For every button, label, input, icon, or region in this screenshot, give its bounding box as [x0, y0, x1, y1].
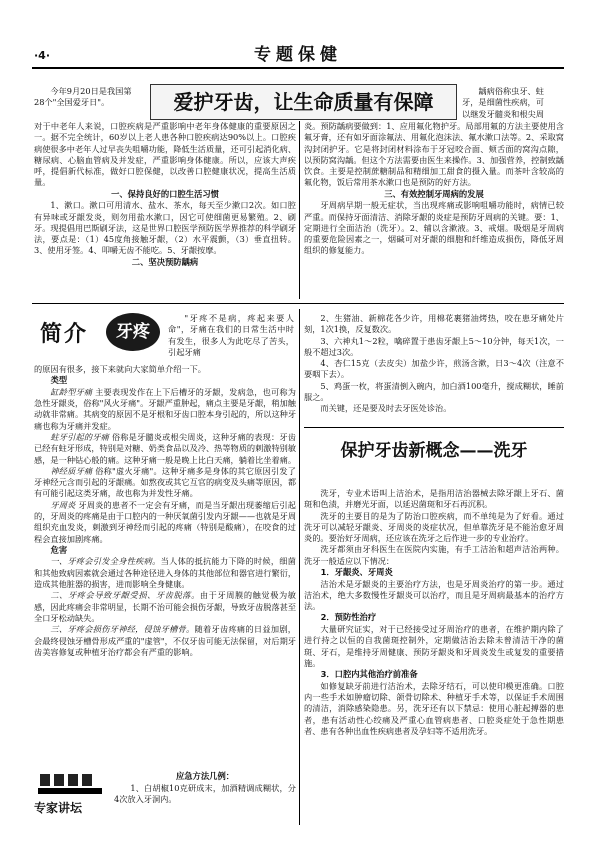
header-rule	[32, 67, 564, 69]
article1-heading-2: 二、坚决预防龋病	[131, 256, 199, 267]
article2-harm-3	[34, 624, 296, 658]
harm-text: 当人体的抵抗能力下降的时候，细菌和其他致病因素就会通过各种途径进入身体的其他部位和器官进行繁衍，造成其他脏器的损害，进而影响全身健康。	[34, 556, 297, 590]
harm-text: 随着牙齿疼痛的日益加剧，会最终侵蚀牙槽骨形成严重的"虚管"，不仅牙齿可能无法保留，对后期牙齿美容修复或种植牙治疗都会有严重的影响。	[34, 624, 296, 657]
article2-type-2	[34, 432, 296, 466]
type-term: 神经质牙痛	[50, 465, 93, 476]
article3-body	[304, 488, 564, 737]
column-divider-2	[299, 309, 300, 825]
type-text: 主要表现发作在上下后槽牙的牙龈，发病急，也可称为急性牙龈炎，俗称"风火牙痛"。牙龈严重肿起，痛点主要是牙龈，稍加触动就非常痛。其病变的原因不是牙根和牙齿口腔本身引起的，所以这种牙痛也称为牙痛并发症。	[34, 386, 297, 431]
page-number: ·4·	[34, 49, 51, 62]
intro-line: 28个"全国爱牙日"。	[34, 97, 110, 108]
article3-paragraph-1: 洗牙，专业术语叫上洁治术，是指用洁治器械去除牙龈上牙石、菌斑和色渍，并磨光牙面，以延迟菌斑和牙石再沉积。	[304, 488, 564, 510]
remedy-item: 4、杏仁15克（去皮尖）加盐少许，煎汤含漱，日3～4次（注意不要咽下去）。	[304, 358, 564, 380]
article1-intro-left	[34, 86, 154, 109]
type-term: 牙周炎	[50, 499, 76, 510]
article1-body: 对于中老年人来说，口腔疾病是严重影响中老年身体健康的重要原因之一。据不完全统计，60岁以上老人患各种口腔疾病达90%以上。口腔疾病使很多中老年人过早丧失咀嚼功能，降低生活质量，还可引起消化病、糖尿病、心脑血管病及并发症，严重影响身体健康。所以，应该大声疾呼，提倡新代标准，做好口腔保健，以改善口腔健康状况，提高生活质量。	[34, 121, 297, 188]
remedy-item: 3、六神丸1～2粒，噙碎置于患齿牙龈上5～10分钟，每天1次，一般不超过3次。	[304, 335, 564, 357]
article2-remedy-left	[114, 771, 296, 805]
article2-harm-heading: 危害	[50, 544, 68, 555]
article2-title-badge: 牙疼	[106, 313, 160, 351]
remedy-item: 而关键，还是要及时去牙医处诊治。	[320, 403, 452, 414]
harm-text: 由于牙周膜的触觉极为敏感，因此疼痛会非常明显，长期不治可能会损伤牙龈，导致牙齿脱落甚至全口牙松动缺失。	[34, 590, 297, 623]
intro-line: 龋病俗称虫牙、蛀	[478, 86, 544, 96]
type-term: 缸龄型牙痛	[50, 386, 93, 397]
harm-term: 三、牙疼会损伤牙神经，侵蚀牙槽骨。	[50, 624, 195, 635]
article2-harm-1	[34, 556, 296, 590]
article3-section-3: 如修复缺牙前进行洁治术，去除牙结石，可以使印模更准确。口腔内一些手术如肿瘤切除、颌骨切除术、种植牙手术等，以保证手术周围的清洁，消除感染隐患。另，洗牙还有以下禁忌：使用心脏起搏器的患者，患有活动性心绞痛及严重心血管病患者、口腔炎症处于急性期患者、患有各种出血性疾病患者及孕妇等不适用洗牙。	[304, 680, 564, 736]
article3-paragraph-3: 洗牙都须由牙科医生在医院内实施，有手工洁治和超声洁治两种。洗牙一般适应以下情况：	[304, 544, 564, 566]
article2-remedy-1: 1、白胡椒10克研成末，加酒精调成糊状，分4次放入牙洞内。	[114, 782, 296, 804]
article3-section-2: 大量研究证实，对于已经接受过牙周治疗的患者，在维护期内除了进行持之以恒的自我菌斑控制外，定期做洁治去除未曾清洁干净的菌斑、牙石，是维持牙周健康、预防牙龈炎和牙周炎发生或复发的重要措施。	[304, 623, 564, 668]
type-text: 俗称"虚火牙痛"。这种牙痛多是身体的其它原因引发了牙神经元含而引起的牙龈痛。如熬夜或其它互官的病变及头痛等原因，都有可能引起这类牙痛，故也称为并发性牙痛。	[34, 465, 297, 499]
article2-remedy-heading: 应急方法几例：	[175, 771, 235, 781]
article1-headline-box	[150, 84, 457, 120]
article3-section-1: 洁治术是牙龈炎的主要治疗方法，也是牙周炎治疗的第一步。通过洁治术，绝大多数慢性牙龈炎可以治疗，而且是牙周病最基本的治疗方法。	[304, 578, 564, 612]
article3-top-rule	[304, 427, 564, 428]
article3-heading-3: 3．口腔内其他治疗前准备	[320, 669, 418, 680]
type-text: 俗称是牙髓炎或根尖周炎，这种牙痛的表现：牙齿已经有蛀牙形成，特别是对糖、奶类食品以及冷、热等物质的刺激特别敏感，是一种钻心般的痛。这种牙痛一般是晚上比白天痛，躺着比坐着痛。	[34, 431, 297, 465]
article2-left-column	[34, 364, 296, 658]
type-text: 牙周炎的患者不一定会有牙痛，而是当牙龈出现萎缩后引起的，牙周炎的疼痛是由于口腔内的一种厌氧菌引发内牙龈——也就是牙周组织充血发炎，刺激到牙神经而引起的疼痛（特别是酸痛），在咬食的过程会直接加剧疼痛。	[34, 499, 297, 544]
article2-type-heading: 类型	[50, 375, 68, 386]
article1-right-intro	[462, 86, 564, 120]
article2-intro: 的原因有很多，接下来就向大家简单介绍一下。	[34, 364, 206, 374]
article3-heading-2: 2．预防性治疗	[320, 612, 377, 623]
article1-heading-3: 三、有效控制牙周病的发展	[384, 188, 484, 199]
expert-podium-icon	[38, 770, 108, 798]
harm-term: 二、牙疼会导致牙龈受损、牙齿脱落。	[50, 590, 200, 601]
article1-section-1: 1、漱口。漱口可用清水、盐水、茶水，每天至少漱口2次。如口腔有异味或牙龈发炎，则勿用盐水漱口，因它可使细菌更易繁殖。2、刷牙。现提倡用巴斯刷牙法，这是世界口腔医学预防医学界推荐的科学刷牙法，要点是：（1）45度角接触牙龈，（2）水平震颤，（3）垂直扭转。3、使用牙签。4、叩嚼无齿不能吃。5、牙龈按摩。	[34, 200, 297, 256]
article2-intro-right: "牙疼不是病，疼起来要人命"，牙痛在我们的日常生活中时有发生，很多人为此吃尽了苦头，引起牙痛	[168, 313, 294, 357]
article2-title	[40, 309, 170, 357]
article3-heading-1: 1．牙龈炎、牙周炎	[320, 567, 393, 578]
article2-type-4	[34, 500, 296, 545]
expert-label: 专家讲坛	[34, 801, 83, 815]
intro-line: 牙，是细菌性疾病，可	[462, 97, 544, 108]
harm-term: 一、牙疼会引发全身性疾病。	[50, 556, 161, 567]
article1-right-column	[304, 121, 564, 257]
intro-line: 以继发牙髓炎和根尖周	[462, 108, 544, 119]
article1-right-body: 炎。预防龋病要做到：1、应用氟化物护牙。局部用氟的方法主要使用含氟牙膏，还有如牙面涂氟法、用氟化泡沫法、氟水漱口法等。2、采取窝沟封闭护牙。它是将封闭材料涂布于牙冠咬合面、颊舌面的窝沟点隙，以预防窝沟龋。但这个方法需要由医生来操作。3、加强营养，控制致龋饮食。主要是控制蔗糖制品和精细加工甜食的摄入量。而茶叶含较高的氟化物，饭后常用茶水漱口也是预防的好方法。	[304, 121, 564, 188]
article2-title-label: 简介	[40, 322, 89, 347]
article2-type-3	[34, 466, 296, 500]
expert-badge	[34, 770, 110, 820]
section-title: 专题保健	[254, 45, 342, 65]
article1-headline: 爱护牙齿，让生命质量有保障	[173, 90, 434, 114]
type-term: 蛀牙引起的牙痛	[50, 431, 110, 442]
article1-left-column	[34, 121, 296, 268]
article3-headline: 保护牙齿新概念——洗牙	[340, 441, 528, 461]
column-divider	[299, 121, 300, 299]
article1-section-3: 牙周病早期一般无症状，当出现疼痛或影响咀嚼功能时，病情已较严重。而保持牙面清洁、消除牙龈的炎症是预防牙周病的关键。要：1、定期进行全面洁治（洗牙）。2、辅以含漱液。3、戒烟。吸烟是牙周病的重要危险因素之一，烟碱可对牙龈的细胞和纤维造成损伤，降低牙周组织的修复能力。	[304, 200, 564, 256]
article2-right-list	[304, 313, 564, 415]
article1-bottom-rule	[32, 303, 564, 304]
remedy-item: 2、生猪油、新棉花各少许，用棉花裹猪油烤热，咬在患牙痛处片刻，1次1换，反复数次。	[304, 313, 564, 335]
remedy-item: 5、鸡蛋一枚，将蛋清倒入碗内，加白酒100毫升，搅成糊状，睡前服之。	[304, 380, 564, 403]
article1-heading-1: 一、保持良好的口腔生活习惯	[111, 188, 219, 199]
article3-paragraph-2: 洗牙的主要目的是为了防治口腔疾病，而不单纯是为了好看。通过洗牙可以减轻牙龈炎、牙周炎的炎症状况，但单靠洗牙是不能治愈牙周炎的。要治好牙周病，还应该在洗牙之后作进一步的专业治疗。	[304, 510, 564, 544]
article2-type-1	[34, 387, 296, 432]
article2-harm-2	[34, 590, 296, 624]
intro-line: 今年9月20日是我国第	[50, 86, 132, 96]
